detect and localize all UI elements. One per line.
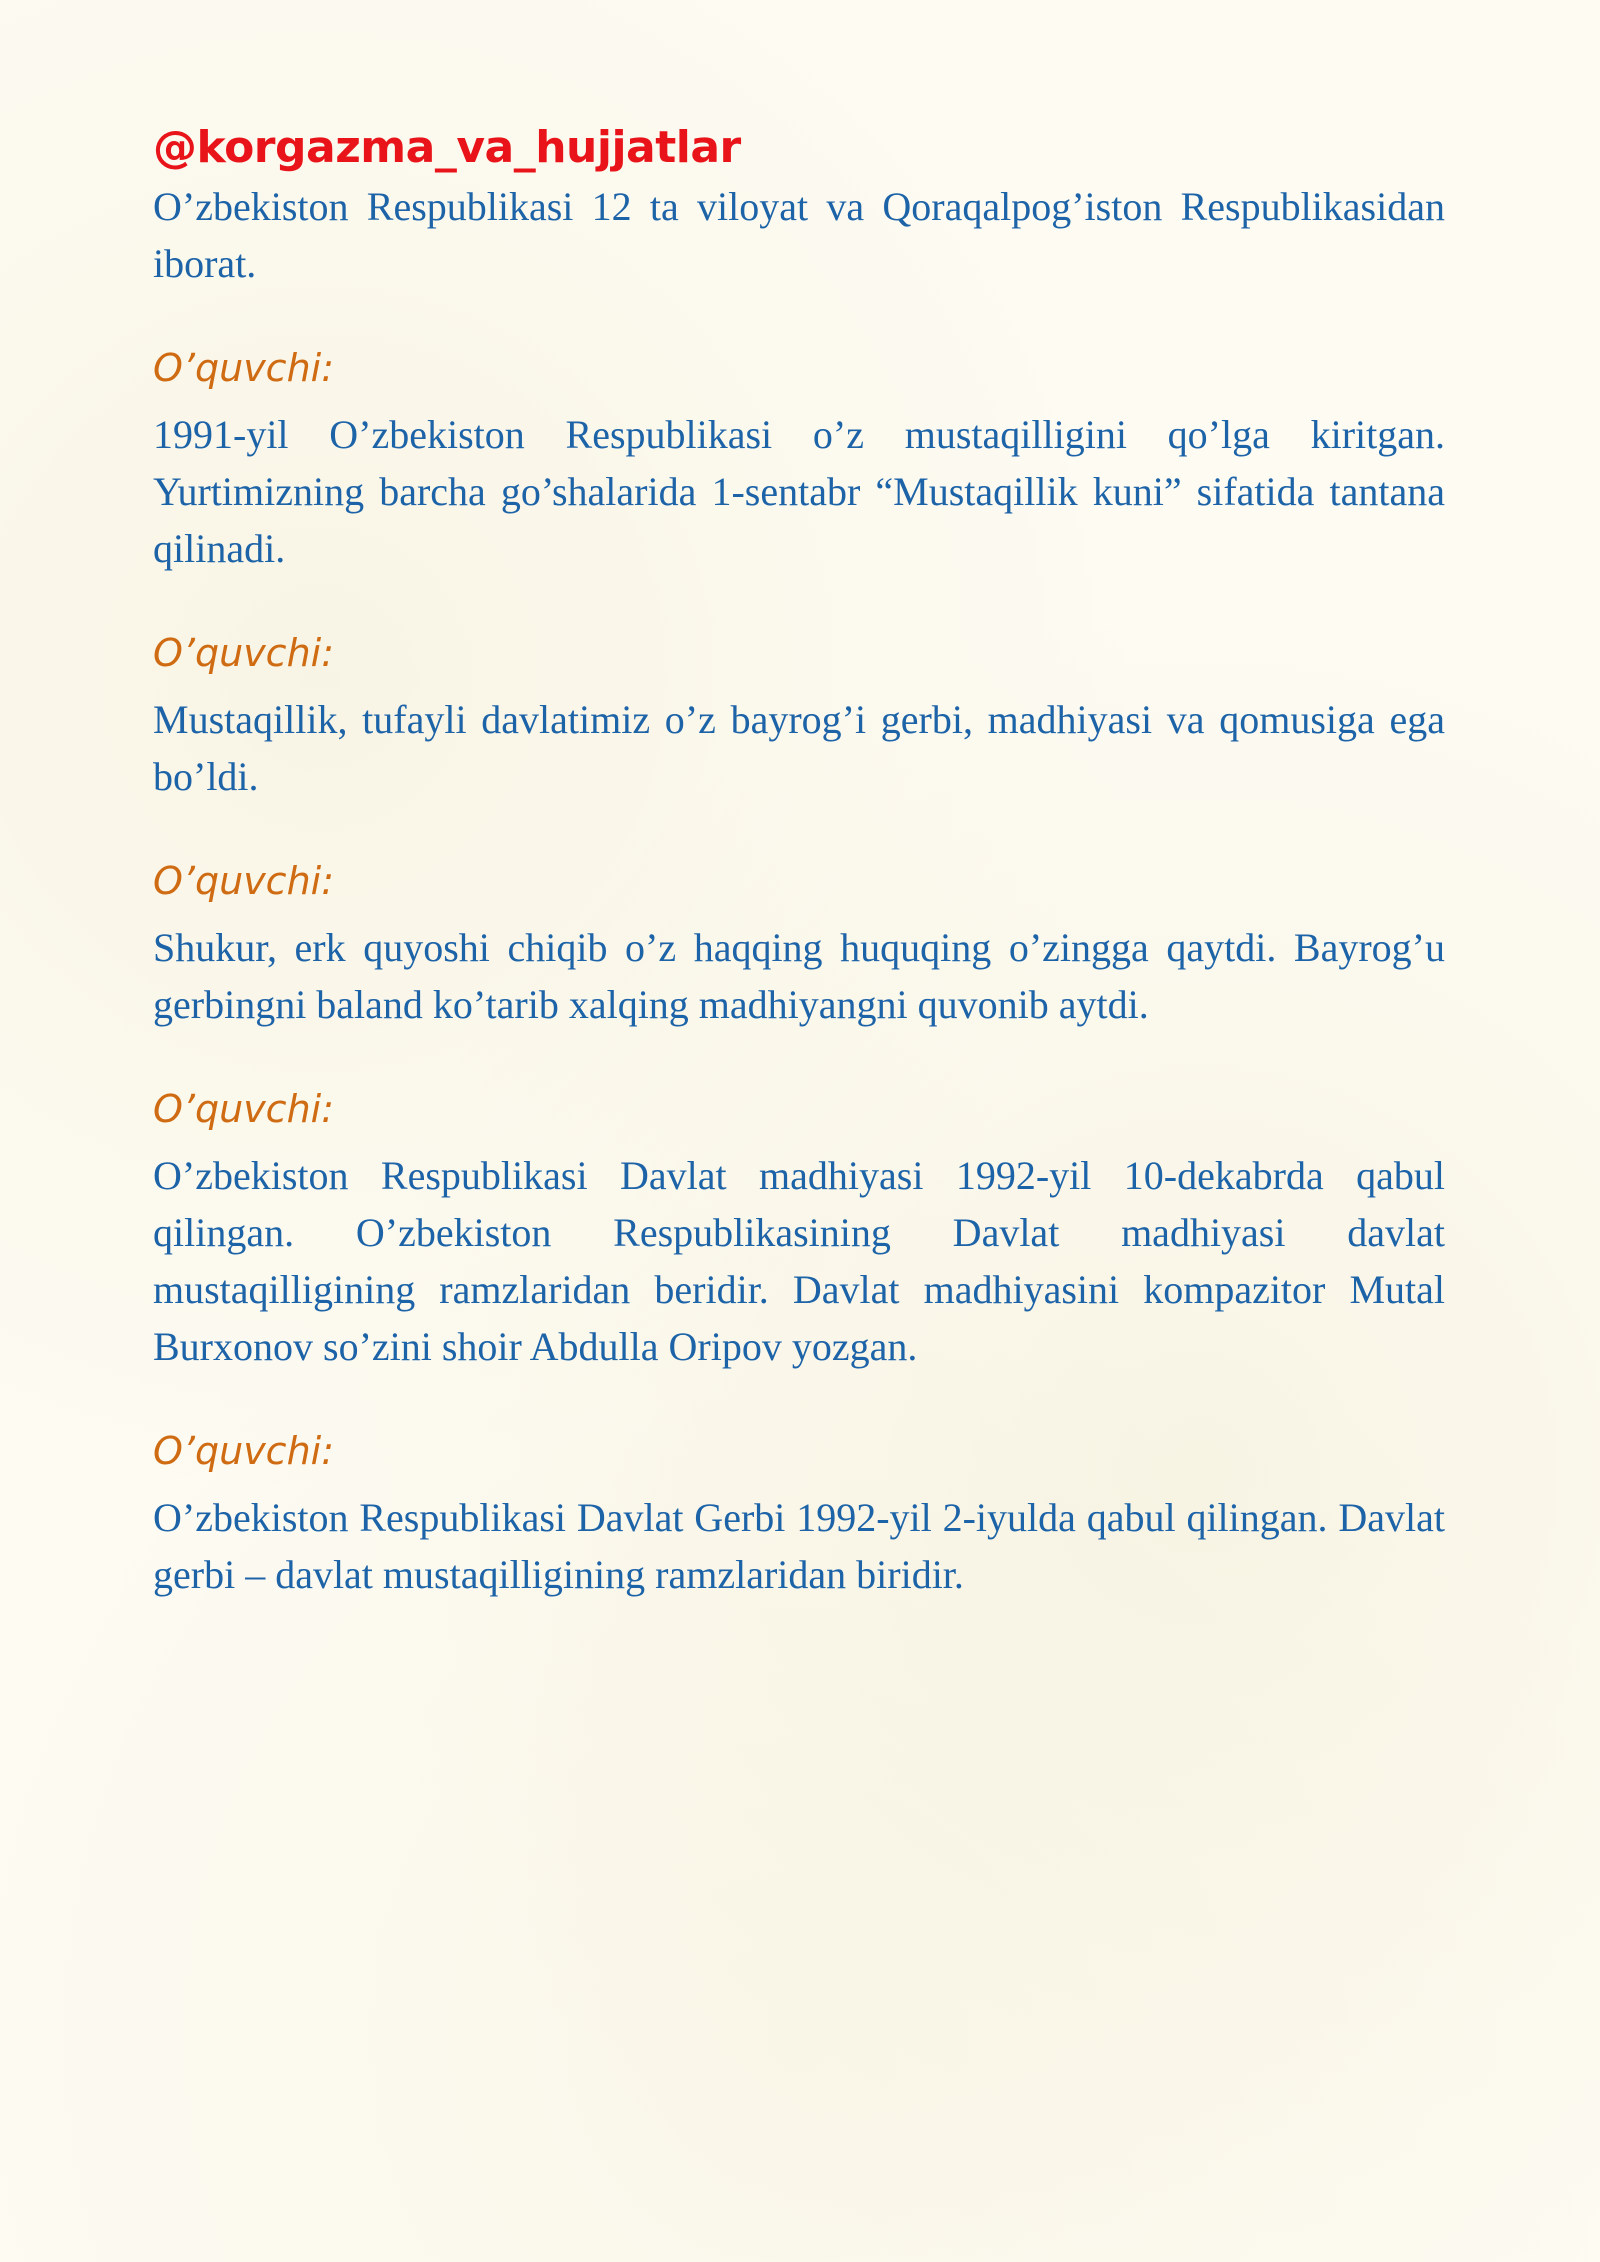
dialogue-block <box>153 340 1445 577</box>
dialogue-block <box>153 1081 1445 1375</box>
dialogue-block <box>153 1423 1445 1603</box>
speaker-label: O’quvchi: <box>153 859 335 903</box>
dialogue-text: O’zbekiston Respublikasi Davlat madhiyasi 1992-yil 10-dekabrda qabul qilingan. O’zbekiston Respublikasining Davlat madhiyasi davlat mustaqilligining ramzlaridan beridir. Davlat madhiyasini kompazitor Mutal Burxonov so’zini shoir Abdulla Oripov yozgan. <box>153 1153 1445 1369</box>
dialogue-block <box>153 853 1445 1033</box>
speaker-label: O’quvchi: <box>153 1429 335 1473</box>
dialogue-block <box>153 625 1445 805</box>
channel-watermark: @korgazma_va_hujjatlar <box>153 122 741 173</box>
speaker-label: O’quvchi: <box>153 1087 335 1131</box>
dialogue-text: Shukur, erk quyoshi chiqib o’z haqqing huquqing o’zingga qaytdi. Bayrog’u gerbingni baland ko’tarib xalqing madhiyangni quvonib aytdi. <box>153 925 1445 1027</box>
dialogue-text: 1991-yil O’zbekiston Respublikasi o’z mustaqilligini qo’lga kiritgan. Yurtimizning barcha go’shalarida 1-sentabr “Mustaqillik kuni” sifatida tantana qilinadi. <box>153 412 1445 571</box>
speaker-label: O’quvchi: <box>153 346 335 390</box>
dialogue-text: O’zbekiston Respublikasi Davlat Gerbi 1992-yil 2-iyulda qabul qilingan. Davlat gerbi – davlat mustaqilligining ramzlaridan biridir. <box>153 1495 1445 1597</box>
dialogue-text: Mustaqillik, tufayli davlatimiz o’z bayrog’i gerbi, madhiyasi va qomusiga ega bo’ldi. <box>153 697 1445 799</box>
speaker-label: O’quvchi: <box>153 631 335 675</box>
intro-paragraph: O’zbekiston Respublikasi 12 ta viloyat va Qoraqalpog’iston Respublikasidan iborat. <box>153 184 1445 286</box>
document-page <box>153 118 1445 1603</box>
